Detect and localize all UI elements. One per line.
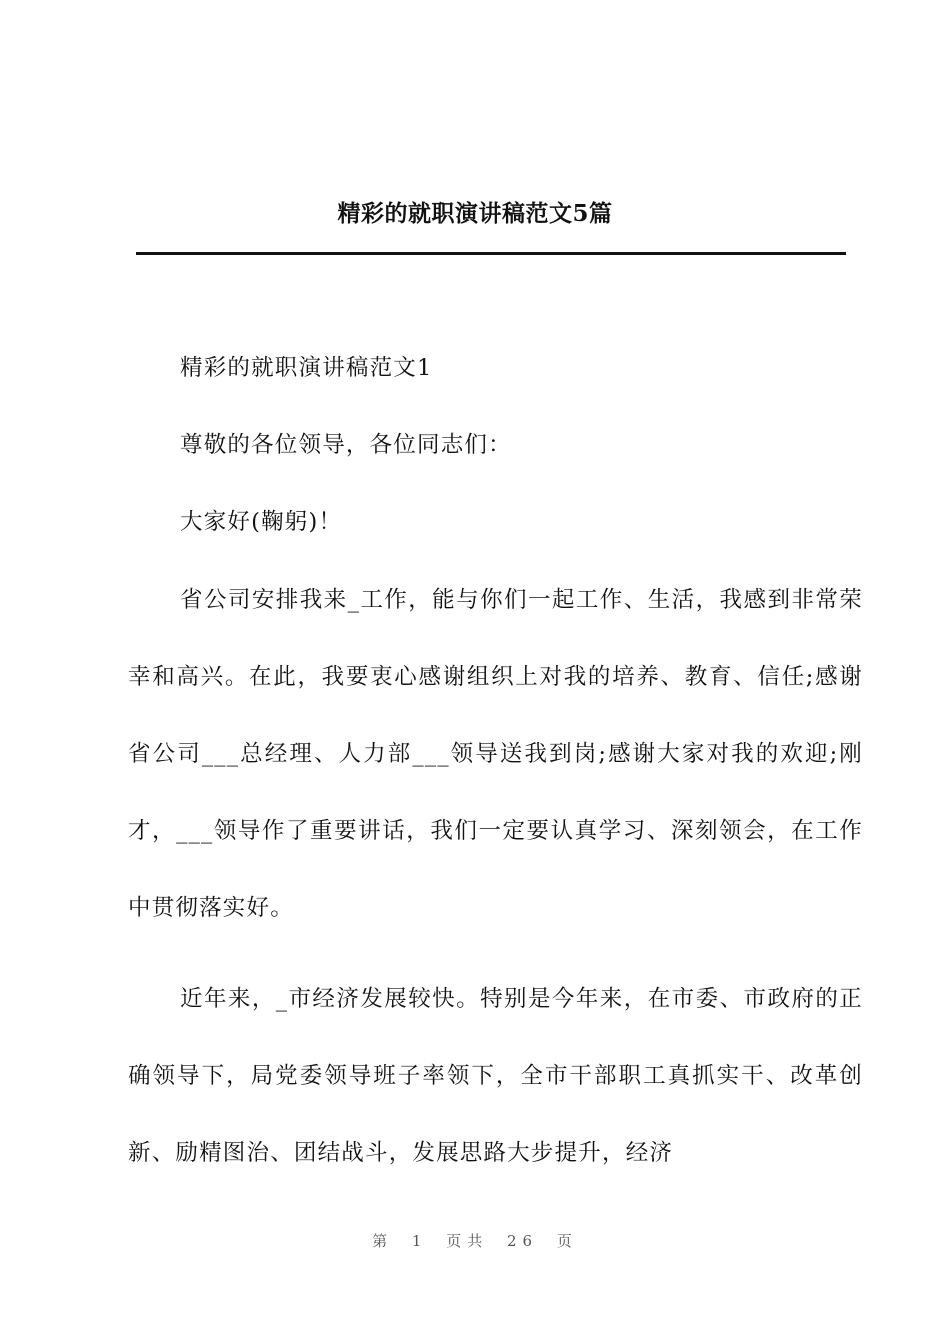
current-page-number: 1: [411, 1232, 428, 1250]
title-divider: [136, 252, 846, 255]
body-paragraph: 近年来，_市经济发展较快。特别是今年来，在市委、市政府的正确领导下，局党委领导班子率领下，全市干部职工真抓实干、改革创新、励精图治、团结战斗，发展思路大步提升，经济: [128, 986, 863, 1166]
total-page-count: 26: [507, 1232, 539, 1250]
page-label-suffix: 页: [556, 1232, 578, 1250]
document-body: [128, 343, 863, 1196]
body-paragraph: 省公司安排我来_工作，能与你们一起工作、生活，我感到非常荣幸和高兴。在此，我要衷心感谢组织上对我的培养、教育、信任;感谢省公司___总经理、人力部___领导送我到岗;感谢大家对我的欢迎;刚才，___领导作了重要讲话，我们一定要认真学习、深刻领会，在工作中贯彻落实好。: [128, 587, 863, 921]
salutation: 尊敬的各位领导，各位同志们：: [180, 432, 512, 458]
page-footer: [0, 1230, 950, 1251]
page-label-middle: 页共: [446, 1232, 489, 1250]
page-label-prefix: 第: [372, 1232, 394, 1250]
section-heading: 精彩的就职演讲稿范文1: [180, 355, 433, 381]
greeting: 大家好(鞠躬)！: [180, 509, 343, 535]
document-title: 精彩的就职演讲稿范文5篇: [337, 200, 613, 227]
